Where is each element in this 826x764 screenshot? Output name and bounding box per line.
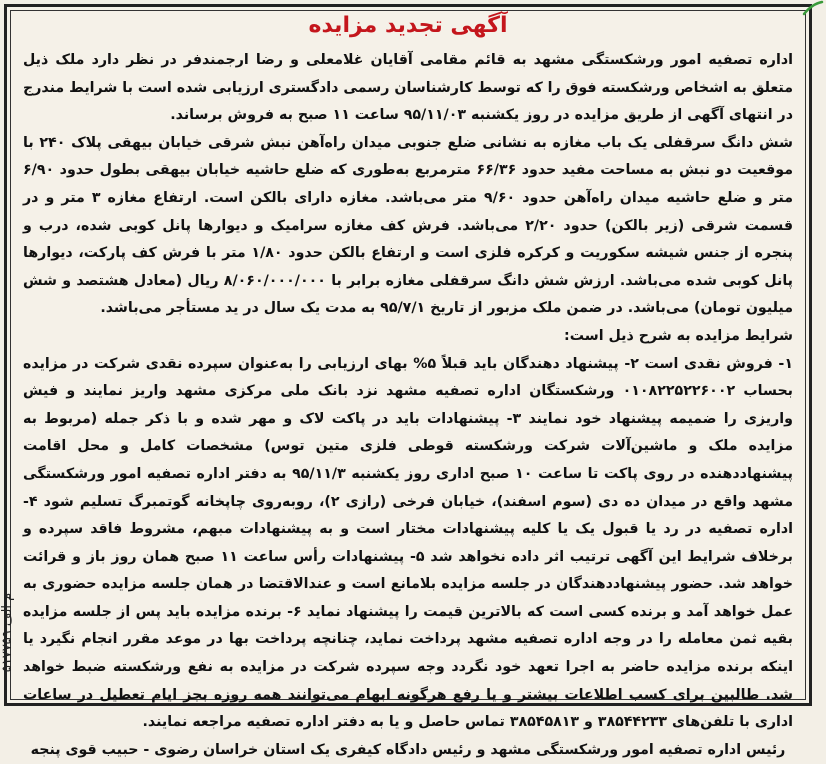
property-description: شش دانگ سرقفلی یک باب مغازه به نشانی ضلع جنوبی میدان راه‌آهن نبش شرقی خیابان بیهقی پلاک ۲۴۰ با موقعیت دو نبش به مساحت مفید حدود ۶۶/۳۶ مترمربع به‌طوری که ضلع حاشیه خیابان بیهقی بطول حدود ۶/۹۰ متر و ضلع حاشیه میدان راه‌آهن حدود ۹/۶۰ متر می‌باشد. مغازه دارای بالکن است. ارتفاع مغازه ۳ متر و در قسمت شرقی (زیر بالکن) حدود ۲/۲۰ می‌باشد. فرش کف مغازه سرامیک و دیوارها پانل کوبی شده، درب و پنجره از جنس شیشه سکوریت و کرکره فلزی است و ارتفاع بالکن حدود ۱/۸۰ متر با فرش کف پارکت، دیوارها پانل کوبی شده می‌باشد. ارزش شش دانگ سرقفلی مغازه برابر با ۸/۰۶۰/۰۰۰/۰۰۰ ریال (معادل هشتصد و شش میلیون تومان) می‌باشد. در ضمن ملک مزبور از تاریخ ۹۵/۷/۱ به مدت یک سال در ید مستأجر می‌باشد. [23, 134, 793, 317]
signature-line: رئیس اداره تصفیه امور ورشکستگی مشهد و رئیس دادگاه کیفری یک استان خراسان رضوی - حبیب قوی پنجه [30, 741, 786, 758]
notice-title: آگهی تجدید مزایده [308, 13, 508, 38]
pen-mark-icon [802, 0, 824, 18]
conditions-list: ۱- فروش نقدی است ۲- پیشنهاد دهندگان باید قبلاً ۵% بهای ارزیابی را به‌عنوان سپرده نقدی شرکت در مزایده بحساب ۰۱۰۸۲۲۵۲۲۶۰۰۲ ورشکستگان اداره تصفیه مشهد نزد بانک ملی مرکزی مشهد واریز نمایند و فیش واریزی را ضمیمه پیشنهاد خود نمایند ۳- پیشنهادات باید در پاکت لاک و مهر شده و با ذکر جمله (مربوط به مزایده ملک و ماشین‌آلات شرکت ورشکسته قوطی فلزی متین توس) مشخصات کامل و محل اقامت پیشنهاددهنده در روی پاکت تا ساعت ۱۰ صبح اداری روز یکشنبه ۹۵/۱۱/۳ به دفتر اداره تصفیه امور ورشکستگی مشهد واقع در میدان ده دی (سوم اسفند)، خیابان فرخی (رازی ۲)، روبه‌روی چاپخانه گوتمبرگ تسلیم شود ۴- اداره تصفیه در رد یا قبول یک یا کلیه پیشنهادات مختار است و به پیشنهادات مبهم، مشروط فاقد سپرده و برخلاف شرایط این آگهی ترتیب اثر داده نخواهد شد ۵- پیشنهادات رأس ساعت ۱۱ صبح همان روز باز و قرائت خواهد شد. حضور پیشنهاددهندگان در جلسه مزایده بلامانع است و عندالاقتضا در همان جلسه مزایده حضوری به عمل خواهد آمد و برنده کسی است که بالاترین قیمت را پیشنهاد نماید ۶- برنده مزایده باید پس از جلسه مزایده بقیه ثمن معامله را در وجه اداره تصفیه مشهد پرداخت نماید، چنانچه پرداخت بها در موعد مقرر انجام نگیرد یا اینکه برنده مزایده حاضر به اجرا تعهد خود نگردد وجه سپرده شرکت در مزایده به نفع ورشکسته ضبط خواهد شد. طالبین برای کسب اطلاعات بیشتر و یا رفع هرگونه ابهام می‌توانند همه روزه بجز ایام تعطیل در ساعات اداری با تلفن‌های ۳۸۵۴۴۲۳۳ و ۳۸۵۴۵۸۱۳ تماس حاصل و یا به دفتر اداره تصفیه مراجعه نمایند. [23, 355, 794, 731]
notice-frame [4, 4, 812, 758]
side-reference-code: م الف ۵۱۷۷۵۹ [0, 592, 16, 673]
notice-body [23, 47, 794, 758]
intro-paragraph: اداره تصفیه امور ورشکستگی مشهد به قائم مقامی آقایان غلامعلی و رضا ارجمندفر در نظر دارد ملک ذیل متعلق به اشخاص ورشکسته فوق را که توسط کارشناسان رسمی دادگستری ارزیابی شده است با شرایط مندرج در انتهای آگهی از طریق مزایده در روز یکشنبه ۹۵/۱۱/۰۳ ساعت ۱۱ صبح به فروش برساند. [23, 52, 793, 124]
conditions-heading: شرایط مزایده به شرح ذیل است: [564, 327, 793, 344]
